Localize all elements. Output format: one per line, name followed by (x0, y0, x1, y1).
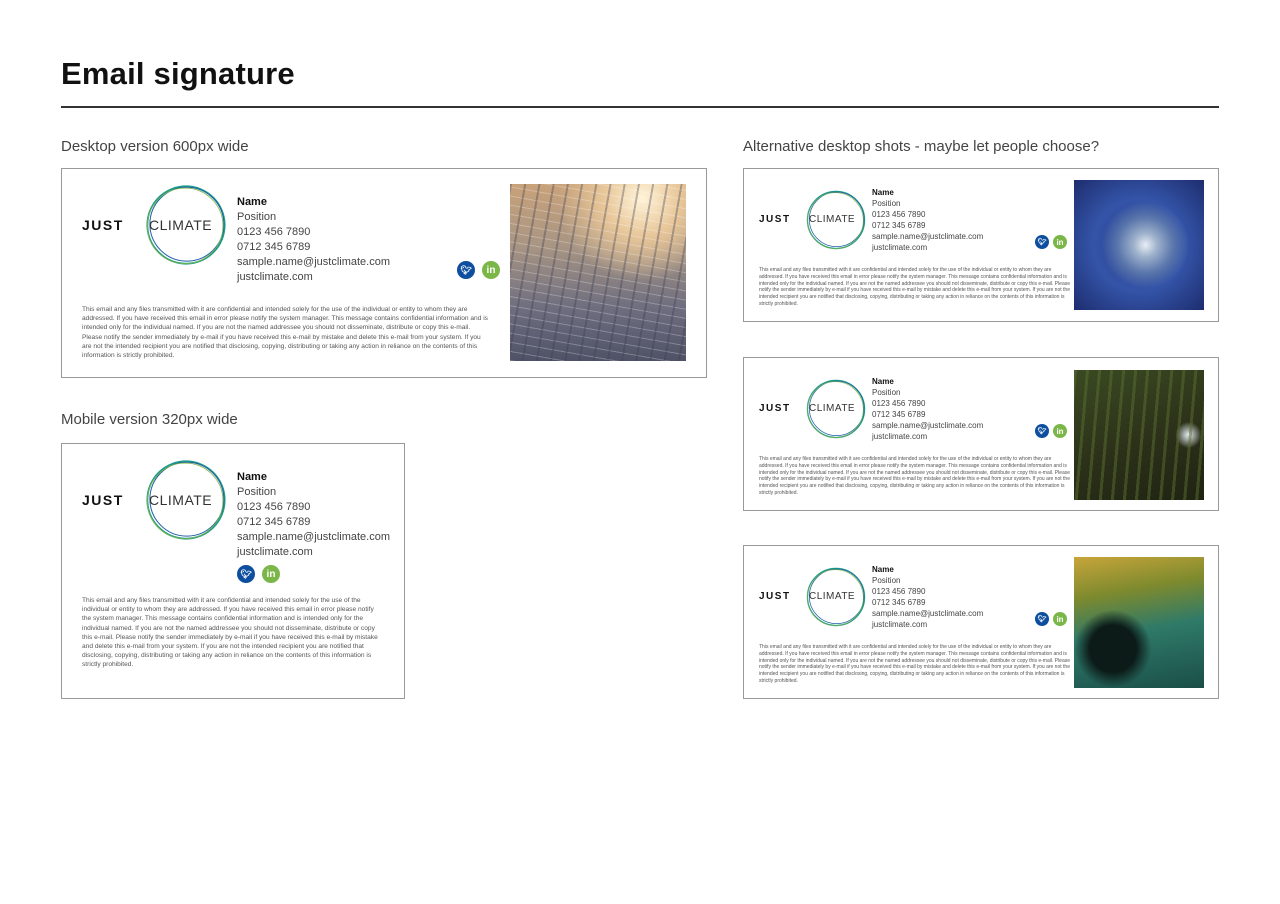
desktop-version-label: Desktop version 600px wide (61, 138, 249, 155)
linkedin-icon[interactable]: in (1053, 235, 1067, 249)
contact-position: Position (237, 211, 277, 223)
linkedin-icon[interactable]: in (262, 565, 280, 583)
logo-just-text: JUST (759, 403, 791, 414)
contact-email[interactable]: sample.name@justclimate.com (872, 609, 984, 618)
contact-website[interactable]: justclimate.com (872, 243, 928, 252)
contact-details (237, 470, 390, 560)
logo-just-text: JUST (82, 217, 124, 233)
contact-name: Name (872, 188, 894, 197)
logo-just-text: JUST (759, 591, 791, 602)
contact-phone-mobile: 0712 345 6789 (872, 221, 926, 230)
alt-signature-card-lab (743, 168, 1219, 322)
contact-name: Name (872, 377, 894, 386)
logo-climate-text: CLIMATE (149, 217, 213, 233)
just-climate-logo (82, 183, 232, 293)
mobile-version-label: Mobile version 320px wide (61, 411, 238, 428)
contact-website[interactable]: justclimate.com (237, 271, 313, 283)
contact-position: Position (872, 199, 901, 208)
just-climate-logo (82, 458, 232, 568)
alt-signature-card-kelp (743, 545, 1219, 699)
twitter-icon[interactable]: 🐦︎ (237, 565, 255, 583)
linkedin-icon[interactable]: in (1053, 612, 1067, 626)
legal-disclaimer: This email and any files transmitted with it are confidential and intended solely for the use of the individual or entity to whom they are addressed. If you have received this email in error please notify the system manager. This message contains confidential information and is intended only for the individual named. If you are not the named addressee you should not disseminate, distribute or copy this e-mail. Please notify the sender immediately by e-mail if you have received this e-mail by mistake and delete this e-mail from your system. If you are not the intended recipient you are notified that disclosing, copying, distributing or taking any action in reliance on the contents of this information is strictly prohibited. (82, 306, 488, 360)
contact-details (237, 195, 390, 285)
just-climate-logo (759, 566, 879, 636)
contact-phone-mobile: 0712 345 6789 (872, 410, 926, 419)
contact-email[interactable]: sample.name@justclimate.com (872, 232, 984, 241)
contact-details (872, 187, 983, 253)
title-divider (61, 106, 1219, 108)
social-icons (457, 261, 500, 279)
legal-disclaimer: This email and any files transmitted with it are confidential and intended solely for the use of the individual or entity to whom they are addressed. If you have received this email in error please notify the system manager. This message contains confidential information and is intended only for the individual named. If you are not the named addressee you should not disseminate, distribute or copy this e-mail. Please notify the sender immediately by e-mail if you have received this e-mail by mistake and delete this e-mail from your system. If you are not the intended recipient you are notified that disclosing, copying, distributing or taking any action in reliance on the contents of this information is strictly prohibited. (759, 267, 1071, 307)
contact-details (872, 564, 983, 630)
page-title: Email signature (61, 56, 295, 91)
contact-website[interactable]: justclimate.com (872, 620, 928, 629)
mobile-signature-card (61, 443, 405, 699)
contact-website[interactable]: justclimate.com (237, 546, 313, 558)
contact-phone-office: 0123 456 7890 (237, 501, 311, 513)
logo-climate-text: CLIMATE (809, 591, 856, 602)
contact-position: Position (237, 486, 277, 498)
lab-equipment-photo (1074, 180, 1204, 310)
contact-name: Name (237, 471, 267, 483)
contact-name: Name (237, 196, 267, 208)
alternative-shots-label: Alternative desktop shots - maybe let people choose? (743, 138, 1100, 155)
desktop-signature-card (61, 168, 707, 378)
just-climate-logo (759, 378, 879, 448)
contact-name: Name (872, 565, 894, 574)
contact-phone-office: 0123 456 7890 (872, 210, 926, 219)
forest-aerial-photo (1074, 370, 1204, 500)
social-icons (237, 565, 280, 583)
logo-climate-text: CLIMATE (149, 492, 213, 508)
contact-email[interactable]: sample.name@justclimate.com (872, 421, 984, 430)
social-icons (1035, 424, 1067, 438)
contact-email[interactable]: sample.name@justclimate.com (237, 531, 390, 543)
linkedin-icon[interactable]: in (482, 261, 500, 279)
social-icons (1035, 235, 1067, 249)
contact-phone-office: 0123 456 7890 (237, 226, 311, 238)
linkedin-icon[interactable]: in (1053, 424, 1067, 438)
contact-phone-mobile: 0712 345 6789 (872, 598, 926, 607)
contact-details (872, 376, 983, 442)
contact-position: Position (872, 576, 901, 585)
just-climate-logo (759, 189, 879, 259)
contact-email[interactable]: sample.name@justclimate.com (237, 256, 390, 268)
twitter-icon[interactable]: 🐦︎ (1035, 612, 1049, 626)
solar-panels-worker-photo (510, 184, 686, 361)
contact-website[interactable]: justclimate.com (872, 432, 928, 441)
logo-just-text: JUST (759, 214, 791, 225)
kelp-diver-photo (1074, 557, 1204, 688)
contact-position: Position (872, 388, 901, 397)
legal-disclaimer: This email and any files transmitted with it are confidential and intended solely for the use of the individual or entity to whom they are addressed. If you have received this email in error please notify the system manager. This message contains confidential information and is intended only for the individual named. If you are not the named addressee you should not disseminate, distribute or copy this e-mail. Please notify the sender immediately by e-mail if you have received this e-mail by mistake and delete this e-mail from your system. If you are not the intended recipient you are notified that disclosing, copying, distributing or taking any action in reliance on the contents of this information is strictly prohibited. (759, 456, 1071, 496)
logo-climate-text: CLIMATE (809, 214, 856, 225)
contact-phone-office: 0123 456 7890 (872, 587, 926, 596)
legal-disclaimer: This email and any files transmitted with it are confidential and intended solely for the use of the individual or entity to whom they are addressed. If you have received this email in error please notify the system manager. This message contains confidential information and is intended only for the individual named. If you are not the named addressee you should not disseminate, distribute or copy this e-mail. Please notify the sender immediately by e-mail if you have received this e-mail by mistake and delete this e-mail from your system. If you are not the intended recipient you are notified that disclosing, copying, distributing or taking any action in reliance on the contents of this information is strictly prohibited. (759, 644, 1071, 684)
twitter-icon[interactable]: 🐦︎ (1035, 424, 1049, 438)
logo-climate-text: CLIMATE (809, 403, 856, 414)
contact-phone-mobile: 0712 345 6789 (237, 516, 311, 528)
twitter-icon[interactable]: 🐦︎ (457, 261, 475, 279)
legal-disclaimer: This email and any files transmitted with it are confidential and intended solely for the use of the individual or entity to whom they are addressed. If you have received this email in error please notify the system manager. This message contains confidential information and is intended only for the individual named. If you are not the named addressee you should not disseminate, distribute or copy this e-mail. Please notify the sender immediately by e-mail if you have received this e-mail by mistake and delete this e-mail from your system. If you are not the intended recipient you are notified that disclosing, copying, distributing or taking any action in reliance on the contents of this information is strictly prohibited. (82, 597, 378, 669)
logo-just-text: JUST (82, 492, 124, 508)
twitter-icon[interactable]: 🐦︎ (1035, 235, 1049, 249)
alt-signature-card-forest (743, 357, 1219, 511)
social-icons (1035, 612, 1067, 626)
contact-phone-mobile: 0712 345 6789 (237, 241, 311, 253)
contact-phone-office: 0123 456 7890 (872, 399, 926, 408)
